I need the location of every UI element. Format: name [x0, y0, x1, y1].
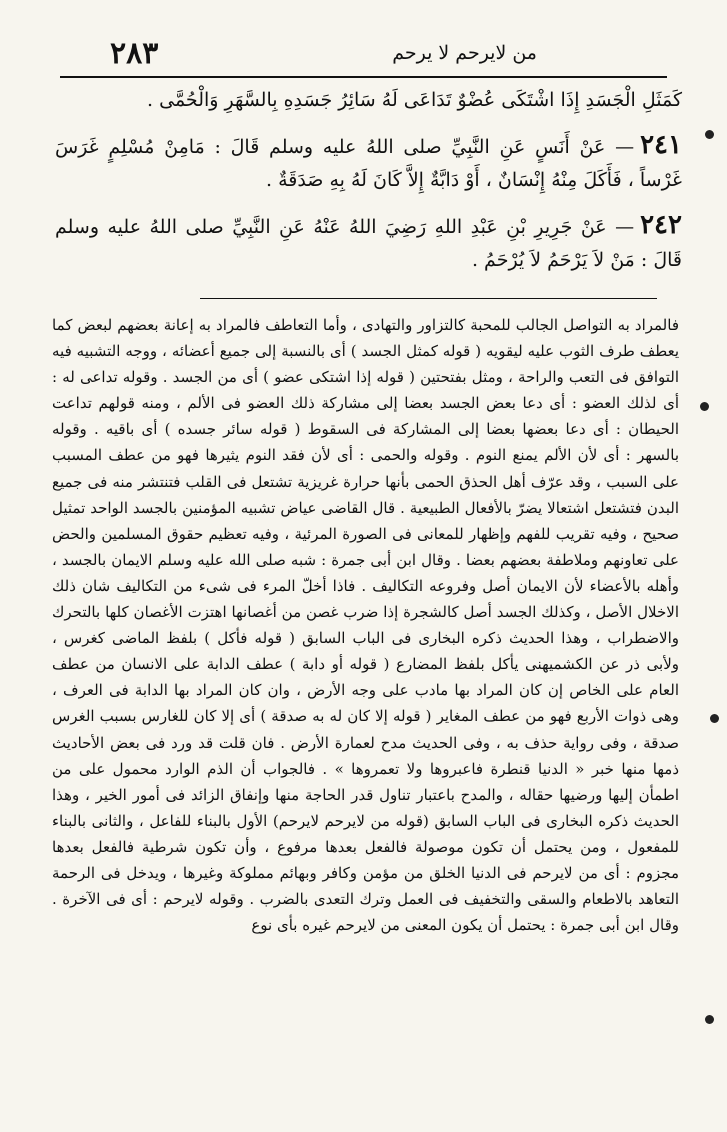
margin-ink-mark: [705, 130, 714, 139]
hadith-242: [55, 209, 682, 277]
margin-ink-mark: [705, 1015, 714, 1024]
margin-ink-mark: [700, 402, 709, 411]
hadith-number-242: ٢٤٢: [640, 210, 682, 240]
section-divider: [200, 298, 657, 299]
running-title: من لايرحم لا يرحم: [392, 42, 537, 64]
page-number: ٢٨٣: [110, 36, 159, 71]
commentary-text: فالمراد به التواصل الجالب للمحبة كالتزاور والتهادى ، وأما التعاطف فالمراد به إعانة بعضهم لبعض كما يعطف طرف الثوب عليه ليقويه ( قوله كمثل الجسد ) أى بالنسبة إلى جميع أعضائه ، ووجه التشبيه فيه التوافق فى التعب والراحة ، ومثل بفتحتين ( قوله إذا اشتكى عضو ) أى من الجسد . وقوله تداعى له : أى لذلك العضو : أى دعا بعض الجسد بعضا إلى مشاركة ذلك العضو فى الألم ، ومنه قولهم تداعت الحيطان : أى دعا بعضها بعضا إلى المشاركة فى السقوط ( قوله سائر جسده ) أى باقيه . وقوله بالسهر : أى لأن الألم يمنع النوم . وقوله والحمى : أى لأن فقد النوم يثيرها فهو من عطف المسبب على السبب ، وقد عرّف أهل الحذق الحمى بأنها حرارة غريزية تشتعل فى القلب فتنتشر منه فى جميع البدن فتشتعل اشتعالا يضرّ بالأفعال الطبيعية . قال القاضى عياض تشبيه المؤمنين بالجسد الواحد تمثيل صحيح ، وفيه تقريب للفهم وإظهار للمعانى فى الصورة المرئية ، وفيه تعظيم حقوق المسلمين والحض على تعاونهم وملاطفة بعضهم بعضا . وقال ابن أبى جمرة : شبه صلى الله عليه وسلم الايمان بالجسد ، وأهله بالأعضاء لأن الايمان أصل وفروعه التكاليف . فاذا أخلّ المرء فى شىء من التكاليف شان ذلك الاخلال الأصل ، وكذلك الجسد أصل كالشجرة إذا ضرب غصن من أغصانها اهتزت الأغصان كلها بالتحرك والاضطراب ، وهذا الحديث ذكره البخارى فى الباب السابق ( قوله فأكل ) بلفظ الماضى كغرس ، ولأبى ذر عن الكشميهنى يأكل بلفظ المضارع ( قوله أو دابة ) عطف الدابة على الانسان من عطف العام على الخاص إن كان المراد بها مادب على وجه الأرض ، وان كان المراد بها الدابة فى العرف ، وهى ذوات الأربع فهو من عطف المغاير ( قوله إلا كان له به صدقة ) أى إلا كان للغارس بسبب الغرس صدقة ، وفى رواية حذف به ، وفى الحديث مدح لعمارة الأرض . فان قلت قد ورد فى بعض الأحاديث ذمها منها خبر « الدنيا قنطرة فاعبروها ولا تعمروها » . فالجواب أن الذم الوارد محمول على من اطمأن إليها ورضيها حقاله ، والمدح باعتبار تناول قدر الحاجة منها وإنفاق الزائد فى أمور الخير ، وهذا الحديث ذكره البخارى فى الباب السابق (قوله من لايرحم لايرحم) الأول بالبناء للفاعل ، والثانى بالبناء للمفعول ، ومن يحتمل أن تكون موصولة فالفعل بعدها مرفوع ، وأن تكون شرطية فالفعل بعدها مجزوم : أى من لايرحم فى الدنيا الخلق من مؤمن وكافر وبهائم مملوكة وغيرها ، ويدخل فى الرحمة التعاهد بالاطعام والسقى والتخفيف فى العمل وترك التعدى بالضرب . وقوله لايرحم : أى فى الآخرة . وقال ابن أبى جمرة : يحتمل أن يكون المعنى من لايرحم غيره بأى نوع: [52, 316, 679, 935]
margin-ink-mark: [710, 714, 719, 723]
hadith-continuation: كَمَثَلِ الْجَسَدِ إِذَا اشْتَكَى عُضْوٌ تَدَاعَى لَهُ سَائِرُ جَسَدِهِ بِالسَّهَرِ وَالْحُمَّى .: [147, 89, 682, 111]
hadith-block: [55, 84, 682, 277]
commentary-block: [52, 312, 679, 938]
hadith-241: [55, 129, 682, 197]
running-head: [60, 36, 667, 78]
hadith-241-text: — عَنْ أَنَسٍ عَنِ النَّبِيِّ صلى اللهُ عليه وسلم قَالَ : مَامِنْ مُسْلِمٍ غَرَسَ غَرْساً ، فَأَكَلَ مِنْهُ إِنْسَانٌ ، أَوْ دَابَّةٌ إِلاَّ كَانَ لَهُ بِهِ صَدَقَةٌ .: [55, 136, 682, 191]
hadith-242-text: — عَنْ جَرِيرِ بْنِ عَبْدِ اللهِ رَضِيَ اللهُ عَنْهُ عَنِ النَّبِيِّ صلى اللهُ عليه وسلم قَالَ : مَنْ لاَ يَرْحَمُ لاَ يُرْحَمُ .: [55, 216, 682, 271]
hadith-number-241: ٢٤١: [640, 130, 682, 160]
